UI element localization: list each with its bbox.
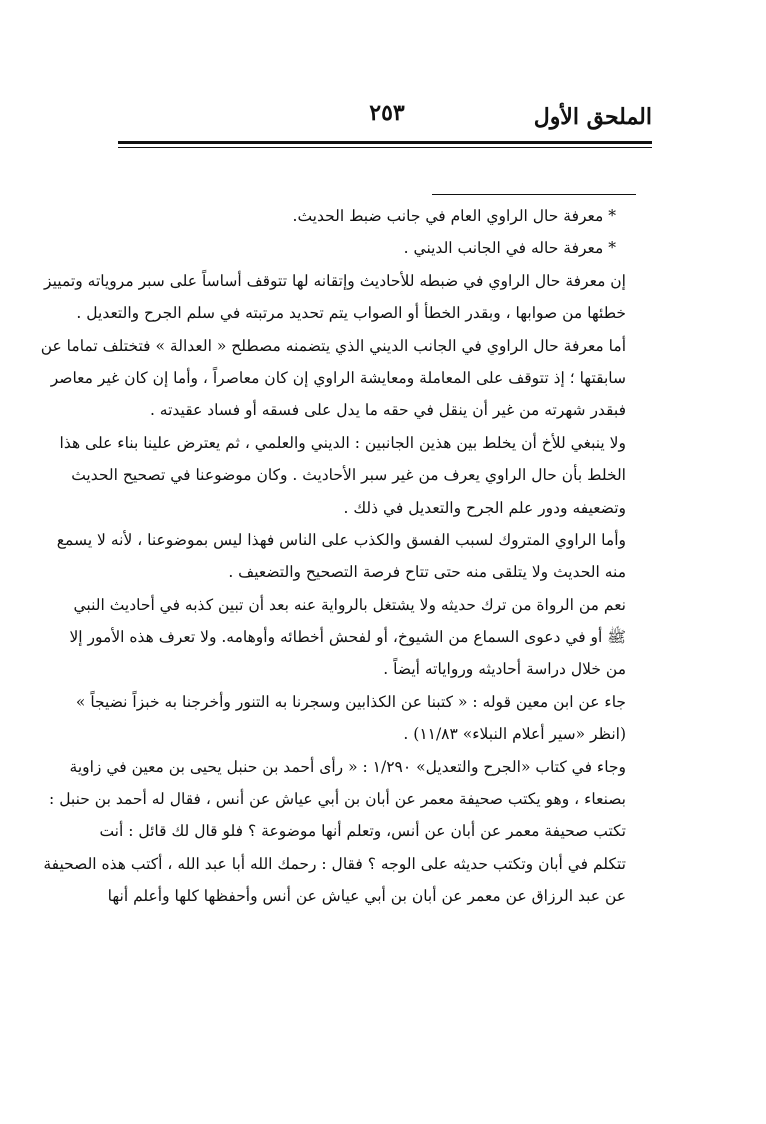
text-line: تكتب صحيفة معمر عن أبان عن أنس، وتعلم أنها موضوعة ؟ فلو قال لك قائل : أنت xyxy=(99,822,626,841)
text-line: وأما الراوي المتروك لسبب الفسق والكذب على الناس فهذا ليس بموضوعنا ، لأنه لا يسمع xyxy=(56,530,626,549)
text-line: بصنعاء ، وهو يكتب صحيفة معمر عن أبان بن أبي عياش عن أنس ، فقال له أحمد بن حنبل : xyxy=(49,790,626,809)
text-line: من خلال دراسة أحاديثه ورواياته أيضاً . xyxy=(383,660,626,679)
footnote-separator xyxy=(432,194,636,195)
text-line: إن معرفة حال الراوي في ضبطه للأحاديث وإتقانه لها تتوقف أساساً على سبر مروياته وتمييز xyxy=(44,271,626,290)
text-line: * معرفة حاله في الجانب الديني . xyxy=(403,239,616,258)
text-line: وجاء في كتاب «الجرح والتعديل» ١/٢٩٠ : « رأى أحمد بن حنبل يحيى بن معين في زاوية xyxy=(69,757,626,776)
text-line: ﷺ أو في دعوى السماع من الشيوخ، أو لفحش أخطائه وأوهامه. ولا تعرف هذه الأمور إلا xyxy=(69,628,626,647)
body-text xyxy=(40,200,626,913)
text-line: سابقتها ؛ إذ تتوقف على المعاملة ومعايشة الراوي إن كان معاصراً ، وأما إن كان غير معاصر xyxy=(50,368,626,387)
text-line: فبقدر شهرته من غير أن ينقل في حقه ما يدل على فسقه أو فساد عقيدته . xyxy=(149,401,626,420)
text-line: وتضعيفه ودور علم الجرح والتعديل في ذلك . xyxy=(343,498,626,517)
text-line: جاء عن ابن معين قوله : « كتبنا عن الكذابين وسجرنا به التنور وأخرجنا به خبزاً نضيجاً » xyxy=(75,692,626,711)
page-header xyxy=(118,98,652,142)
text-line: الخلط بأن حال الراوي يعرف من غير سبر الأحاديث . وكان موضوعنا في تصحيح الحديث xyxy=(71,466,626,485)
page-number: ٢٥٣ xyxy=(369,100,405,126)
header-rule-thin xyxy=(118,147,652,148)
text-line: ولا ينبغي للأخ أن يخلط بين هذين الجانبين : الديني والعلمي ، ثم يعترض علينا بناء على هذا xyxy=(59,433,626,452)
text-line: أما معرفة حال الراوي في الجانب الديني الذي يتضمنه مصطلح « العدالة » فتختلف تماما عن xyxy=(40,336,626,355)
text-line: عن عبد الرزاق عن معمر عن أبان بن أبي عياش عن أنس وأحفظها كلها وأعلم أنها xyxy=(107,887,626,906)
text-line: نعم من الرواة من ترك حديثه ولا يشتغل بالرواية عنه بعد أن تبين كذبه في أحاديث النبي xyxy=(73,595,626,614)
text-line: منه الحديث ولا يتلقى منه حتى تتاح فرصة التصحيح والتضعيف . xyxy=(228,563,626,582)
header-rule-thick xyxy=(118,141,652,144)
text-line: * معرفة حال الراوي العام في جانب ضبط الحديث. xyxy=(292,207,616,225)
text-line: تتكلم في أبان وتكتب حديثه على الوجه ؟ فقال : رحمك الله أبا عبد الله ، أكتب هذه الصحيفة xyxy=(43,854,626,873)
text-line: (انظر «سير أعلام النبلاء» ١١/٨٣) . xyxy=(403,725,626,744)
running-title: الملحق الأول xyxy=(533,104,652,130)
text-line: خطئها من صوابها ، وبقدر الخطأ أو الصواب يتم تحديد مرتبته في سلم الجرح والتعديل . xyxy=(76,304,626,323)
